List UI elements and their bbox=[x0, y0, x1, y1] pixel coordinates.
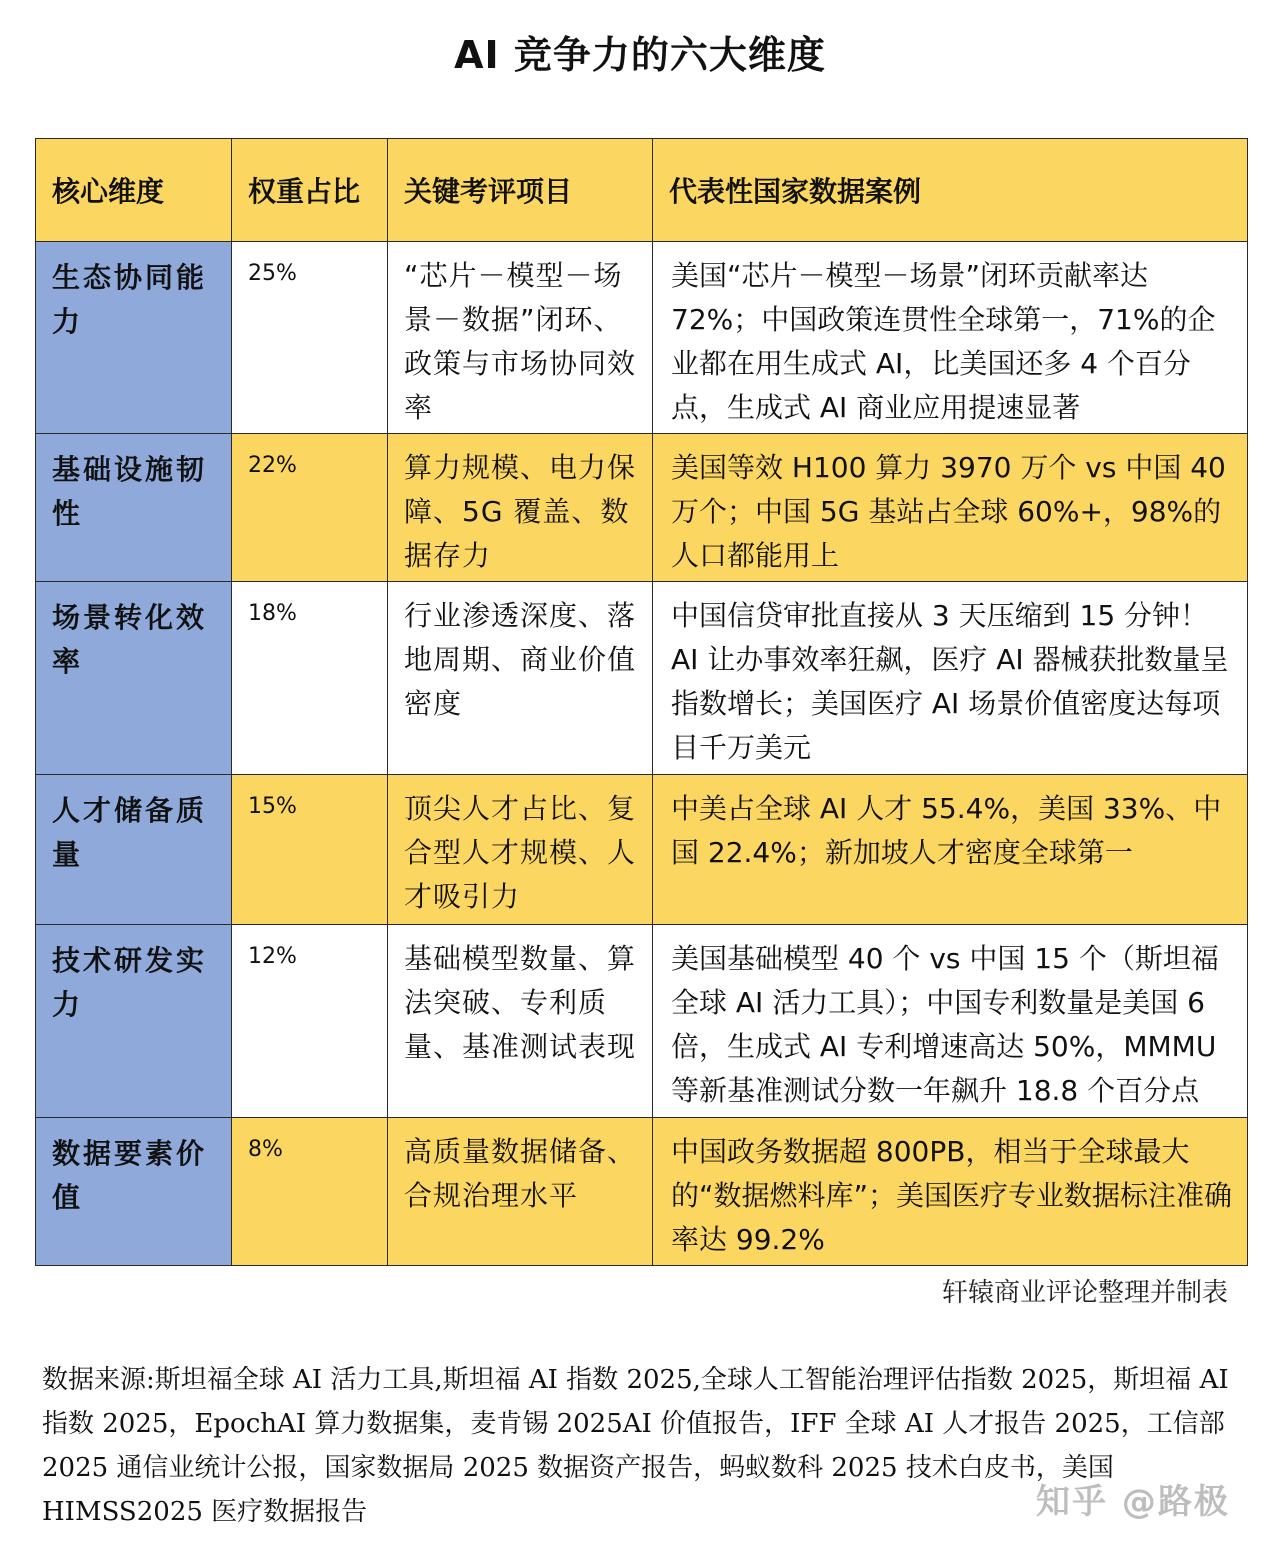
table-credit: 轩辕商业评论整理并制表 bbox=[941, 1278, 1228, 1308]
table-row bbox=[36, 582, 1248, 775]
dimension-cell: 场景转化效率 bbox=[36, 582, 232, 775]
table-row bbox=[36, 775, 1248, 925]
cases-cell: 中美占全球 AI 人才 55.4%，美国 33%、中国 22.4%；新加坡人才密度全球第一 bbox=[653, 775, 1248, 925]
items-cell: 行业渗透深度、落地周期、商业价值密度 bbox=[388, 582, 653, 775]
cases-cell: 中国信贷审批直接从 3 天压缩到 15 分钟！AI 让办事效率狂飙，医疗 AI 器械获批数量呈指数增长；美国医疗 AI 场景价值密度达每项目千万美元 bbox=[653, 582, 1248, 775]
table-row bbox=[36, 434, 1248, 582]
dimension-cell: 人才储备质量 bbox=[36, 775, 232, 925]
items-cell: 基础模型数量、算法突破、专利质量、基准测试表现 bbox=[388, 925, 653, 1118]
header-weight: 权重占比 bbox=[232, 139, 388, 242]
header-dimension: 核心维度 bbox=[36, 139, 232, 242]
dimension-cell: 数据要素价值 bbox=[36, 1118, 232, 1266]
weight-cell: 22% bbox=[232, 434, 388, 582]
table-row bbox=[36, 1118, 1248, 1266]
cases-cell: 美国“芯片－模型－场景”闭环贡献率达 72%；中国政策连贯性全球第一，71%的企业都在用生成式 AI，比美国还多 4 个百分点，生成式 AI 商业应用提速显著 bbox=[653, 242, 1248, 434]
items-cell: “芯片－模型－场景－数据”闭环、政策与市场协同效率 bbox=[388, 242, 653, 434]
cases-cell: 中国政务数据超 800PB，相当于全球最大的“数据燃料库”；美国医疗专业数据标注准确率达 99.2% bbox=[653, 1118, 1248, 1266]
weight-cell: 18% bbox=[232, 582, 388, 775]
weight-cell: 15% bbox=[232, 775, 388, 925]
dimension-cell: 生态协同能力 bbox=[36, 242, 232, 434]
cases-cell: 美国基础模型 40 个 vs 中国 15 个（斯坦福全球 AI 活力工具）；中国专利数量是美国 6 倍，生成式 AI 专利增速高达 50%，MMMU 等新基准测试分数一年飙升 18.8 个百分点 bbox=[653, 925, 1248, 1118]
weight-cell: 12% bbox=[232, 925, 388, 1118]
ai-competitiveness-table bbox=[35, 138, 1248, 1266]
header-cases: 代表性国家数据案例 bbox=[653, 139, 1248, 242]
items-cell: 高质量数据储备、合规治理水平 bbox=[388, 1118, 653, 1266]
data-sources: 数据来源:斯坦福全球 AI 活力工具,斯坦福 AI 指数 2025,全球人工智能治理评估指数 2025，斯坦福 AI 指数 2025，EpochAI 算力数据集，麦肯锡 2025AI 价值报告，IFF 全球 AI 人才报告 2025，工信部 2025 通信业统计公报，国家数据局 2025 数据资产报告，蚂蚁数科 2025 技术白皮书，美国 HIMSS2025 医疗数据报告 bbox=[42, 1365, 1229, 1527]
zhihu-watermark: 知乎 @路极 bbox=[1036, 1482, 1230, 1522]
cases-cell: 美国等效 H100 算力 3970 万个 vs 中国 40 万个；中国 5G 基站占全球 60%+，98%的人口都能用上 bbox=[653, 434, 1248, 582]
header-items: 关键考评项目 bbox=[388, 139, 653, 242]
page-title: AI 竞争力的六大维度 bbox=[454, 33, 826, 77]
table-header-row bbox=[36, 139, 1248, 242]
table-row bbox=[36, 242, 1248, 434]
dimension-cell: 技术研发实力 bbox=[36, 925, 232, 1118]
table-row bbox=[36, 925, 1248, 1118]
items-cell: 算力规模、电力保障、5G 覆盖、数据存力 bbox=[388, 434, 653, 582]
weight-cell: 25% bbox=[232, 242, 388, 434]
dimension-cell: 基础设施韧性 bbox=[36, 434, 232, 582]
items-cell: 顶尖人才占比、复合型人才规模、人才吸引力 bbox=[388, 775, 653, 925]
weight-cell: 8% bbox=[232, 1118, 388, 1266]
